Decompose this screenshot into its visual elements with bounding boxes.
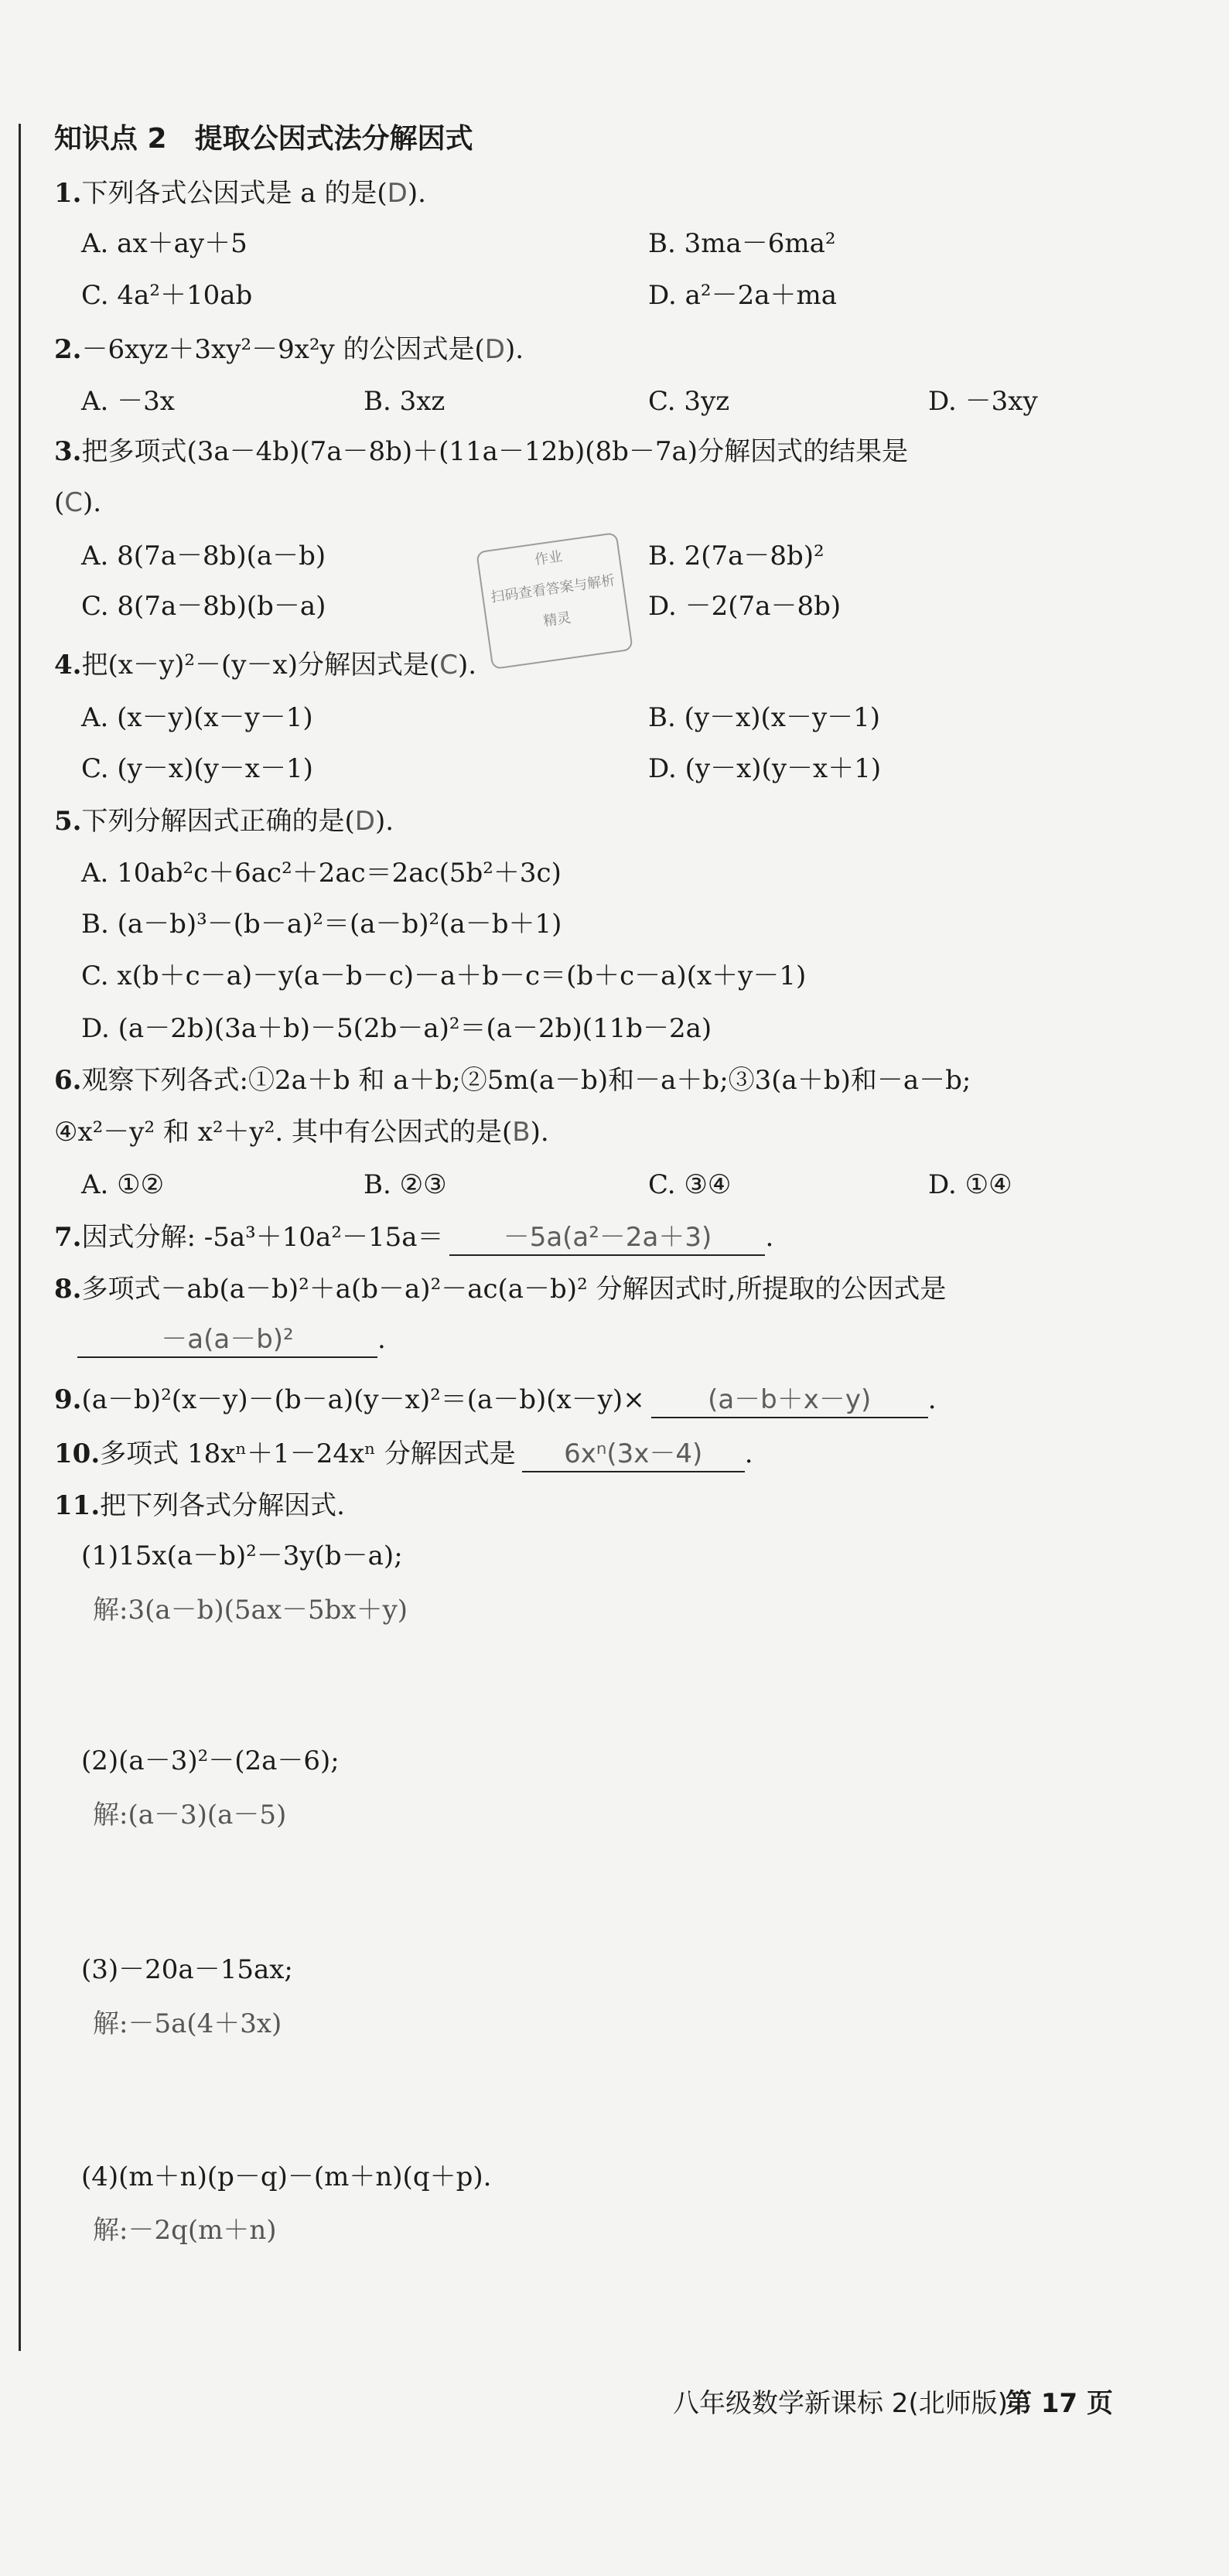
question-close: ). [407, 178, 426, 209]
answer: D [354, 806, 375, 837]
question-stem: 多项式－ab(a－b)²＋a(b－a)²－ac(a－b)² 分解因式时,所提取的公因式是 [81, 1274, 947, 1305]
option-a: A. ①② [81, 1169, 165, 1200]
question-number: 4. [54, 650, 82, 681]
question-3 [54, 435, 908, 469]
question-stem: 观察下列各式:①2a＋b 和 a＋b;②5m(a－b)和－a＋b;③3(a＋b)和－a－b; [81, 1065, 971, 1096]
answer: D [387, 178, 408, 209]
question-stem: 把多项式(3a－4b)(7a－8b)＋(11a－12b)(8b－7a)分解因式的结果是 [81, 436, 909, 467]
sub-question-4: (4)(m＋n)(p－q)－(m＋n)(q＋p). [81, 2161, 492, 2192]
question-close: ). [530, 1117, 549, 1148]
option-b: B. (a－b)³－(b－a)²＝(a－b)²(a－b＋1) [81, 909, 562, 940]
question-8 [54, 1272, 946, 1306]
question-number: 7. [54, 1222, 82, 1253]
question-10 [54, 1437, 753, 1472]
question-number: 5. [54, 806, 82, 837]
question-stem: 把(x－y)²－(y－x)分解因式是( [81, 650, 440, 681]
margin-line [19, 124, 21, 2351]
option-a: A. ax＋ay＋5 [81, 228, 248, 259]
solution-1: 解:3(a－b)(5ax－5bx＋y) [93, 1595, 408, 1626]
answer: D [484, 334, 505, 365]
option-b: B. ②③ [364, 1169, 447, 1200]
option-d: D. (a－2b)(3a＋b)－5(2b－a)²＝(a－2b)(11b－2a) [81, 1013, 712, 1044]
question-close: ). [374, 806, 394, 837]
question-close: . [765, 1222, 774, 1253]
option-c: C. ③④ [648, 1169, 732, 1200]
sub-question-1: (1)15x(a－b)²－3y(b－a); [81, 1540, 403, 1571]
question-stem: 多项式 18xⁿ＋1－24xⁿ 分解因式是 [100, 1438, 516, 1469]
option-b: B. (y－x)(x－y－1) [648, 702, 881, 733]
question-stem: 把下列各式分解因式. [100, 1490, 345, 1521]
answer-blank: －a(a－b)² [77, 1322, 377, 1358]
stamp-text: 扫码查看答案与解析 [490, 571, 616, 606]
option-d: D. －3xy [928, 386, 1038, 417]
question-4 [54, 648, 476, 682]
question-close: . [927, 1384, 937, 1415]
stamp-text: 作业 [533, 548, 564, 568]
book-title: 八年级数学新课标 2(北师版) [673, 2388, 1008, 2419]
question-stem: 下列分解因式正确的是( [81, 806, 355, 837]
section-title: 知识点 2 提取公因式法分解因式 [54, 123, 473, 155]
answer: C [64, 487, 84, 518]
question-1 [54, 176, 426, 210]
answer-blank: (a－b＋x－y) [651, 1383, 928, 1418]
question-close: . [377, 1324, 386, 1355]
solution-3: 解:－5a(4＋3x) [93, 2008, 282, 2039]
option-c: C. 8(7a－8b)(b－a) [81, 591, 326, 622]
page-number: 第 17 页 [1005, 2388, 1113, 2419]
question-stem: 因式分解: -5a³＋10a²－15a＝ [81, 1222, 444, 1253]
option-b: B. 3ma－6ma² [648, 228, 836, 259]
question-close: ). [504, 334, 524, 365]
question-3-answer-line [54, 486, 101, 520]
option-d: D. ①④ [928, 1169, 1012, 1200]
answer-blank: －5a(a²－2a＋3) [449, 1220, 765, 1256]
solution-4: 解:－2q(m＋n) [93, 2215, 277, 2246]
question-11 [54, 1489, 345, 1523]
stamp-text: 精灵 [542, 609, 572, 630]
homework-stamp [476, 532, 633, 670]
question-6 [54, 1063, 971, 1097]
option-c: C. (y－x)(y－x－1) [81, 753, 313, 784]
question-close: . [744, 1438, 753, 1469]
question-close: ). [83, 487, 102, 518]
question-number: 3. [54, 436, 82, 467]
answer-blank: 6xⁿ(3x－4) [522, 1437, 745, 1472]
question-number: 9. [54, 1384, 82, 1415]
option-a: A. (x－y)(x－y－1) [81, 702, 313, 733]
option-a: A. 10ab²c＋6ac²＋2ac＝2ac(5b²＋3c) [81, 858, 562, 889]
question-number: 10. [54, 1438, 101, 1469]
option-d: D. a²－2a＋ma [648, 280, 837, 311]
option-c: C. x(b＋c－a)－y(a－b－c)－a＋b－c＝(b＋c－a)(x＋y－1) [81, 960, 807, 991]
question-8-answer-line [77, 1322, 386, 1358]
option-c: C. 3yz [648, 386, 730, 417]
question-close: ). [457, 650, 477, 681]
question-number: 6. [54, 1065, 82, 1096]
question-number: 2. [54, 334, 82, 365]
question-5 [54, 804, 394, 838]
question-9 [54, 1383, 937, 1418]
question-6-line-2 [54, 1115, 549, 1149]
question-open: ( [54, 487, 65, 518]
question-7 [54, 1220, 773, 1256]
option-b: B. 3xz [364, 386, 446, 417]
sub-question-3: (3)－20a－15ax; [81, 1954, 293, 1985]
solution-2: 解:(a－3)(a－5) [93, 1800, 287, 1830]
answer: C [439, 650, 458, 681]
option-d: D. －2(7a－8b) [648, 591, 842, 622]
option-b: B. 2(7a－8b)² [648, 541, 824, 571]
question-stem: 下列各式公因式是 a 的是( [81, 178, 387, 209]
question-stem: (a－b)²(x－y)－(b－a)(y－x)²＝(a－b)(x－y)× [81, 1384, 645, 1415]
option-a: A. －3x [81, 386, 175, 417]
option-a: A. 8(7a－8b)(a－b) [81, 541, 326, 571]
sub-question-2: (2)(a－3)²－(2a－6); [81, 1745, 340, 1776]
answer: B [512, 1117, 531, 1148]
question-number: 1. [54, 178, 82, 209]
option-c: C. 4a²＋10ab [81, 280, 253, 311]
option-d: D. (y－x)(y－x＋1) [648, 753, 882, 784]
question-number: 8. [54, 1274, 82, 1305]
question-stem: ④x²－y² 和 x²＋y². 其中有公因式的是( [54, 1117, 513, 1148]
question-number: 11. [54, 1490, 101, 1521]
question-stem: －6xyz＋3xy²－9x²y 的公因式是( [81, 334, 485, 365]
question-2 [54, 333, 524, 367]
